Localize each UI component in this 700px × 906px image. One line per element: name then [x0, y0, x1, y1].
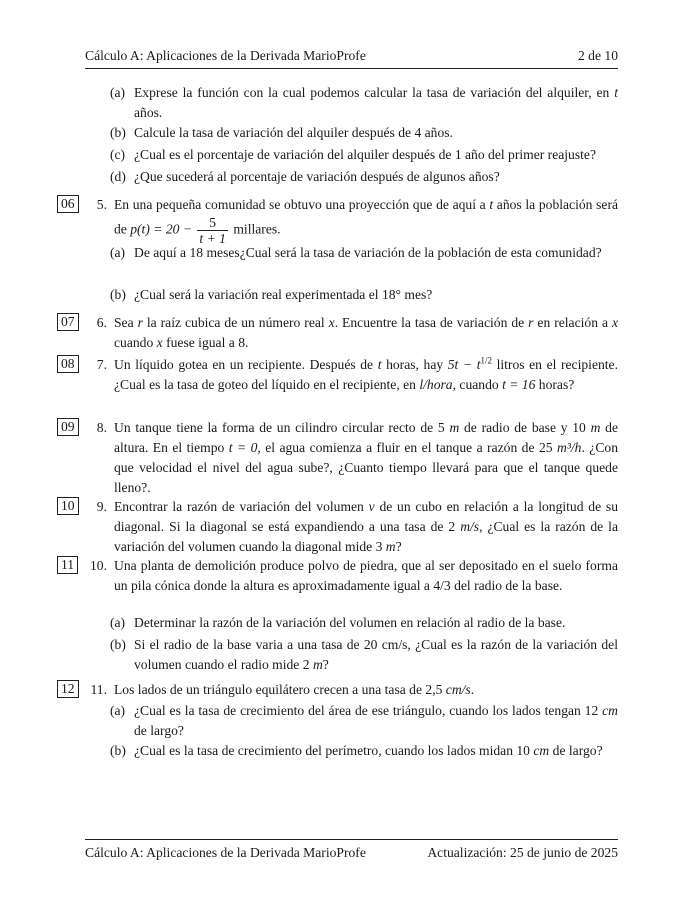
- problem-box-12: 12: [57, 680, 79, 698]
- problem-text: Sea r la raíz cubica de un número real x. Encuentre la tasa de variación de r en relación a x cuando x fuese igual a 8.: [114, 315, 619, 350]
- problem-text: Los lados de un triángulo equilátero crecen a una tasa de 2,5 cm/s.: [114, 682, 475, 697]
- problem-8: [61, 418, 618, 498]
- problem-number: 10.: [90, 558, 107, 573]
- problem-number: 7.: [96, 357, 107, 372]
- problem-box-11: 11: [57, 556, 78, 574]
- footer-title: Cálculo A: Aplicaciones de la Derivada MarioProfe: [85, 845, 366, 860]
- problem-6: [61, 313, 619, 353]
- problem-7: [61, 355, 618, 395]
- problem-11: [61, 680, 618, 700]
- problem-text: Un tanque tiene la forma de un cilindro circular recto de 5 m de radio de base y 10 m de altura. En el tiempo t = 0, el agua comienza a fluir en el tanque a razón de 25 m³/h. ¿Con que velocidad el nivel del agua sube?, ¿Cuanto tiempo llevará para que el tanque quede lleno?.: [114, 420, 618, 495]
- page-header: [85, 46, 618, 66]
- problem-number: 5.: [96, 197, 107, 212]
- footer-rule: [85, 839, 618, 840]
- problem-5: [61, 195, 619, 246]
- header-title: Cálculo A: Aplicaciones de la Derivada MarioProfe: [85, 48, 366, 63]
- page-number: 2 de 10: [577, 48, 618, 63]
- problem-10: [61, 556, 618, 596]
- p5-sub-a: (a) De aquí a 18 meses¿Cual será la tasa de variación de la población de esta comunidad?: [110, 245, 602, 260]
- problem-box-07: 07: [57, 313, 79, 331]
- header-rule: [85, 68, 618, 69]
- problem-box-08: 08: [57, 355, 79, 373]
- footer-date: Actualización: 25 de junio de 2025: [427, 845, 618, 860]
- problem-number: 8.: [96, 420, 107, 435]
- p10-sub-a: (a) Determinar la razón de la variación del volumen en relación al radio de la base.: [110, 615, 566, 630]
- sub-item-d: (d) ¿Que sucederá al porcentaje de variación después de algunos años?: [110, 169, 500, 184]
- problem-box-10: 10: [57, 497, 79, 515]
- sub-item-c: (c) ¿Cual es el porcentaje de variación del alquiler después de 1 año del primer reajuste?: [110, 147, 596, 162]
- problem-box-09: 09: [57, 418, 79, 436]
- problem-box-06: 06: [57, 195, 79, 213]
- p11-sub-b: (b) ¿Cual es la tasa de crecimiento del perímetro, cuando los lados midan 10 cm de largo?: [110, 743, 603, 758]
- problem-text: Una planta de demolición produce polvo de piedra, que al ser depositado en el suelo forma un pila cónica donde la altura es aproximadamente igual a 4/3 del radio de la base.: [114, 558, 618, 593]
- problem-text: Un líquido gotea en un recipiente. Después de t horas, hay $5t - t^{1/2}$ litros en el recipiente.¿Cual es la tasa de goteo del líquido en el recipiente, en l/hora, cuando t = 16 horas?: [114, 355, 618, 392]
- problem-9: [61, 497, 618, 557]
- problem-number: 9.: [96, 499, 107, 514]
- sub-item-a: (a) Exprese la función con la cual podemos calcular la tasa de variación del alquiler, en t años.: [110, 85, 618, 120]
- problem-number: 11.: [90, 682, 107, 697]
- sub-item-b: (b) Calcule la tasa de variación del alquiler después de 4 años.: [110, 125, 453, 140]
- p10-sub-b: (b) Si el radio de la base varia a una tasa de 20 cm/s, ¿Cual es la razón de la variación del volumen cuando el radio mide 2 m?: [110, 637, 618, 672]
- problem-text: Encontrar la razón de variación del volumen v de un cubo en relación a la longitud de su diagonal. Si la diagonal se está expandiendo a una tasa de 2 m/s, ¿Cual es la razón de la variación del volumen cuando la diagonal mide 3 m?: [114, 499, 618, 554]
- p11-sub-a: (a) ¿Cual es la tasa de crecimiento del área de ese triángulo, cuando los lados tengan 12 cm de largo?: [110, 703, 618, 738]
- page-footer: [85, 843, 618, 863]
- fraction: $\frac{5}{t + 1}$: [199, 215, 226, 246]
- p5-sub-b: (b) ¿Cual será la variación real experimentada el 18° mes?: [110, 287, 433, 302]
- problem-text: En una pequeña comunidad se obtuvo una proyección que de aquí a t años la población será de p(t) = 20 − $\frac{5}{t + 1}$ millares.: [114, 197, 619, 246]
- problem-number: 6.: [96, 315, 107, 330]
